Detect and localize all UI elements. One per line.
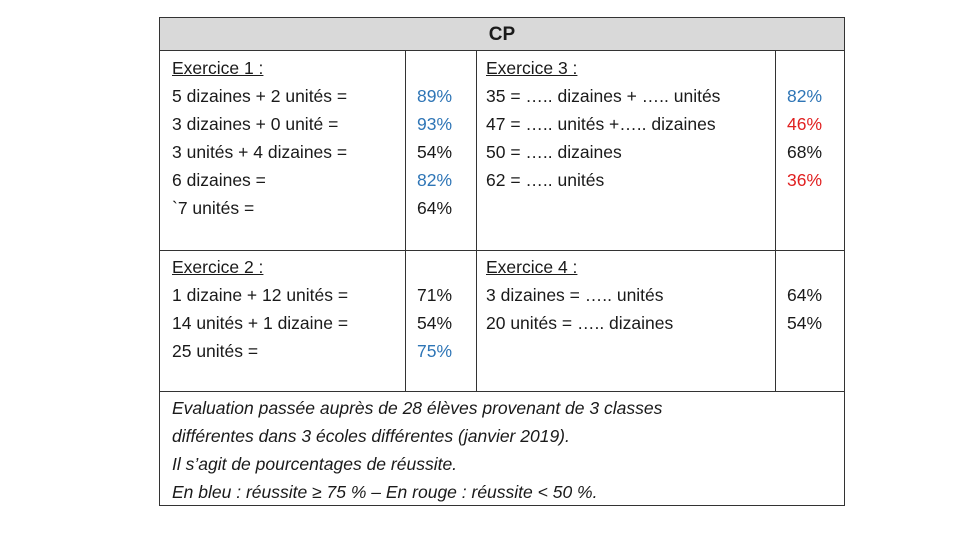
- exercise1-line: 6 dizaines =: [172, 170, 266, 190]
- exercise1-line: `7 unités =: [172, 198, 255, 218]
- exercise1-line: 3 dizaines + 0 unité =: [172, 114, 339, 134]
- exercise3-percentage: 82%: [787, 86, 823, 106]
- footer-line: Evaluation passée auprès de 28 élèves provenant de 3 classes: [172, 398, 663, 418]
- exercise3-line: 35 = ….. dizaines + ….. unités: [486, 86, 721, 106]
- column-divider: [775, 51, 776, 391]
- exercise1-percentages: [417, 82, 452, 222]
- exercise1-cell: [172, 54, 347, 222]
- exercise2-percentage: 75%: [417, 341, 453, 361]
- exercise2-line: 14 unités + 1 dizaine =: [172, 313, 349, 333]
- row-divider: [160, 250, 844, 251]
- column-divider: [405, 51, 406, 391]
- exercise4-title: Exercice 4 :: [486, 257, 578, 277]
- results-table: [159, 17, 845, 506]
- exercise1-percentage: 89%: [417, 86, 453, 106]
- exercise3-percentages: [787, 82, 822, 194]
- footer-note: [172, 394, 662, 506]
- exercise3-line: 62 = ….. unités: [486, 170, 605, 190]
- table-header: [160, 18, 844, 51]
- row-divider: [160, 391, 844, 392]
- exercise3-line: 47 = ….. unités +….. dizaines: [486, 114, 716, 134]
- exercise1-line: 5 dizaines + 2 unités =: [172, 86, 348, 106]
- exercise3-percentage: 46%: [787, 114, 823, 134]
- footer-line: différentes dans 3 écoles différentes (janvier 2019).: [172, 426, 570, 446]
- exercise3-cell: [486, 54, 720, 194]
- exercise4-percentage: 54%: [787, 313, 823, 333]
- exercise3-line: 50 = ….. dizaines: [486, 142, 622, 162]
- exercise2-cell: [172, 253, 348, 365]
- exercise1-title: Exercice 1 :: [172, 58, 264, 78]
- exercise2-percentage: 71%: [417, 285, 453, 305]
- exercise3-percentage: 36%: [787, 170, 823, 190]
- footer-line: En bleu : réussite ≥ 75 % – En rouge : réussite < 50 %.: [172, 482, 598, 502]
- exercise1-percentage: 54%: [417, 142, 453, 162]
- exercise2-line: 25 unités =: [172, 341, 259, 361]
- exercise3-percentage: 68%: [787, 142, 823, 162]
- exercise1-percentage: 93%: [417, 114, 453, 134]
- header-title: CP: [488, 24, 516, 45]
- exercise2-percentage: 54%: [417, 313, 453, 333]
- exercise4-cell: [486, 253, 673, 337]
- exercise1-line: 3 unités + 4 dizaines =: [172, 142, 348, 162]
- exercise4-line: 3 dizaines = ….. unités: [486, 285, 664, 305]
- exercise4-line: 20 unités = ….. dizaines: [486, 313, 674, 333]
- exercise3-title: Exercice 3 :: [486, 58, 578, 78]
- exercise2-line: 1 dizaine + 12 unités =: [172, 285, 349, 305]
- exercise2-title: Exercice 2 :: [172, 257, 264, 277]
- exercise4-percentage: 64%: [787, 285, 823, 305]
- footer-line: Il s’agit de pourcentages de réussite.: [172, 454, 458, 474]
- exercise4-percentages: [787, 281, 822, 337]
- column-divider: [476, 51, 477, 391]
- exercise2-percentages: [417, 281, 452, 365]
- exercise1-percentage: 82%: [417, 170, 453, 190]
- exercise1-percentage: 64%: [417, 198, 453, 218]
